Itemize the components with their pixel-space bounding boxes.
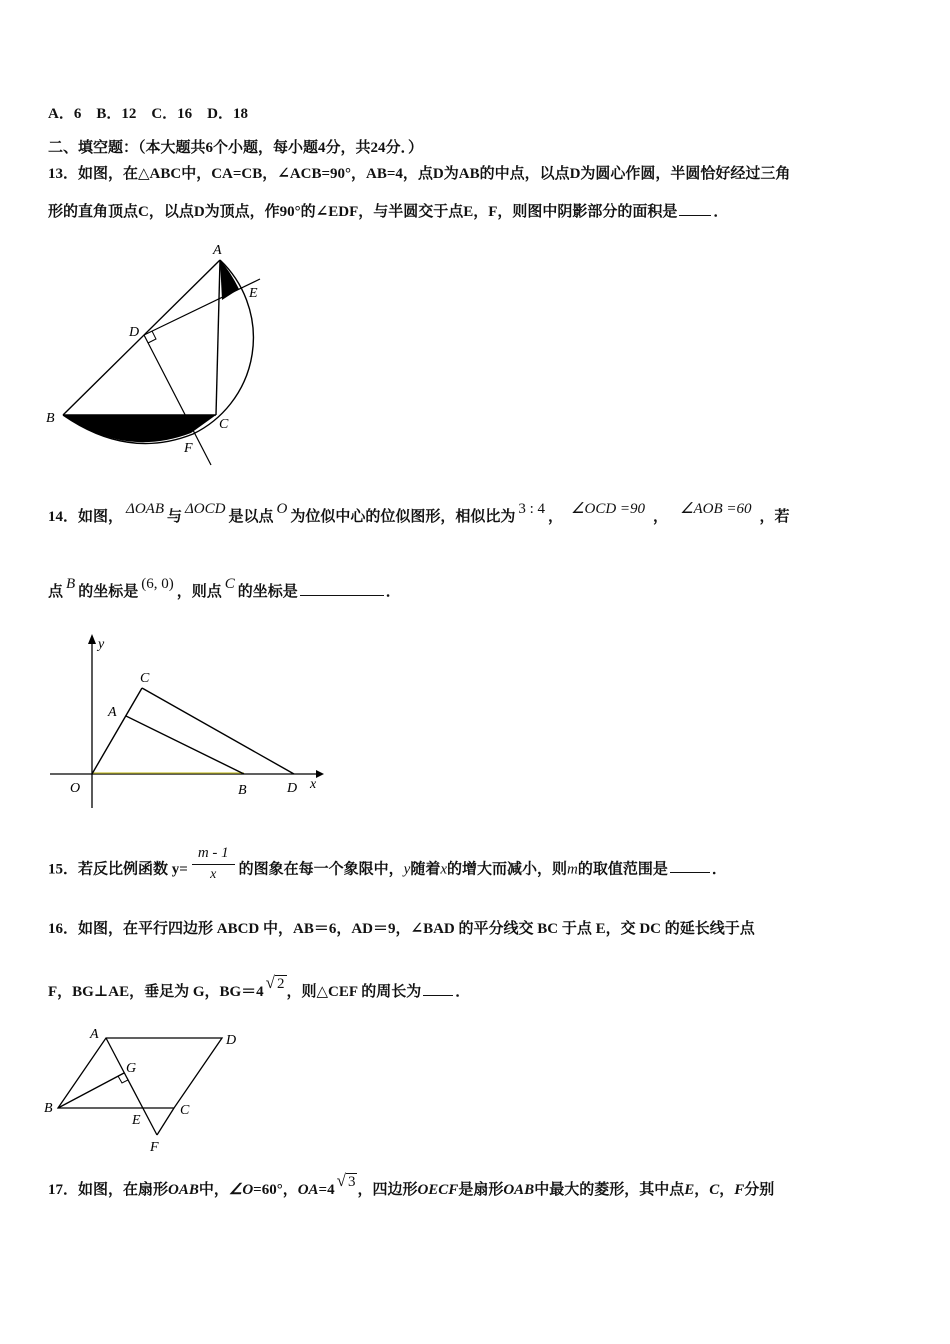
q14-label-b: B [238, 783, 247, 798]
q16-label-c: C [180, 1103, 190, 1118]
q14-math-b-coord: (6, 0) [141, 576, 174, 592]
q13-answer-blank [679, 215, 711, 216]
q17-var-oecf: OECF [417, 1182, 459, 1198]
q14-text-10: ，则点 [176, 584, 222, 600]
q15-line [48, 845, 727, 889]
q17-sqrt-value: 3 [347, 1174, 356, 1190]
q14-x-axis-arrow [316, 770, 324, 778]
q13-label-e: E [249, 286, 258, 301]
q17-var-oab: OAB [168, 1182, 199, 1198]
q13-line2 [48, 200, 728, 221]
q13-label-c: C [219, 417, 229, 432]
q17-var-c: C [709, 1182, 720, 1198]
q17-line [48, 1171, 775, 1199]
q16-line2 [48, 973, 471, 1001]
q14-math-o: O [276, 501, 288, 517]
q13-line2-end: ． [713, 204, 729, 220]
q17-text-6: 是扇形 [458, 1182, 504, 1198]
q17-text-9: ， [719, 1182, 735, 1198]
q14-line1 [48, 501, 790, 526]
q14-segment-oc [92, 688, 142, 774]
q16-label-a: A [90, 1027, 99, 1042]
q17-var-f: F [734, 1182, 745, 1198]
q16-label-b: B [44, 1101, 53, 1116]
q14-text-1: 14．如图， [48, 509, 124, 525]
q14-label-c: C [140, 671, 150, 686]
q17-text-4: =4 [318, 1182, 335, 1198]
q14-text-4: 为位似中心的位似图形，相似比为 [290, 509, 516, 525]
q16-sqrt: √ 2 [265, 973, 285, 992]
q16-parallelogram [58, 1038, 222, 1108]
q14-y-axis-arrow [88, 634, 96, 644]
q15-text-1: 15．若反比例函数 y= [48, 861, 188, 878]
q13-label-f: F [184, 441, 193, 456]
q14-math-angle-ocd: ∠OCD =90 [571, 501, 646, 517]
q16-answer-blank [423, 995, 453, 996]
q14-text-8: 点 [48, 584, 64, 600]
q13-ray-df [144, 335, 211, 465]
q13-segment-ab [63, 260, 220, 415]
q15-text-3: 随着 [410, 861, 441, 878]
q14-label-a: A [108, 705, 117, 720]
q16-text-1: F，BG⊥AE，垂足为 G，BG＝4 [48, 984, 264, 1000]
q14-text-2: 与 [166, 509, 182, 525]
q15-var-m: m [567, 861, 578, 878]
q17-text-1: 17．如图，在扇形 [48, 1182, 169, 1198]
q14-label-x: x [310, 777, 317, 792]
q15-var-x: x [440, 861, 448, 878]
q17-text-7: 中最大的菱形，其中点 [534, 1182, 685, 1198]
q14-text-6: ， [653, 509, 669, 525]
q13-label-d: D [129, 325, 140, 340]
q14-label-y: y [98, 637, 105, 652]
q12-choices: A．6 B．12 C．16 D．18 [48, 106, 249, 122]
q16-sqrt-value: 2 [277, 976, 285, 992]
q17-text-8: ， [694, 1182, 710, 1198]
q15-numerator: m - 1 [192, 845, 235, 865]
q13-figure [40, 238, 280, 468]
q17-var-e: E [684, 1182, 695, 1198]
q14-math-c: C [224, 576, 235, 592]
q16-figure [40, 1022, 260, 1157]
q14-math-ocd: ΔOCD [185, 501, 226, 517]
q15-text-4: 的增大而减小，则 [447, 861, 568, 878]
q17-text-5: ，四边形 [357, 1182, 418, 1198]
q14-segment-ab [126, 716, 244, 774]
q14-text-7: ，若 [759, 509, 790, 525]
q14-answer-blank [300, 595, 384, 596]
section-2-heading: 二、填空题：（本大题共6个小题，每小题4分，共24分．） [48, 140, 424, 156]
q14-text-12: ． [385, 584, 401, 600]
q15-text-2: 的图象在每一个象限中， [238, 861, 404, 878]
q14-text-11: 的坐标是 [237, 584, 298, 600]
q15-text-5: 的取值范围是 [577, 861, 668, 878]
q17-var-oa: OA [297, 1182, 319, 1198]
q13-label-a: A [213, 243, 222, 258]
q15-fraction [192, 845, 235, 883]
q14-math-angle-aob: ∠AOB =60 [680, 501, 752, 517]
q16-segment-bg [58, 1073, 124, 1108]
q14-math-b: B [66, 576, 76, 592]
q14-text-9: 的坐标是 [78, 584, 139, 600]
q13-label-b: B [46, 411, 55, 426]
q16-label-d: D [226, 1033, 237, 1048]
q17-sqrt: √ 3 [336, 1171, 356, 1190]
q13-segment-ac [216, 260, 220, 415]
q14-line2 [48, 576, 401, 601]
q17-text-3: =60°， [253, 1182, 298, 1198]
q14-text-3: 是以点 [228, 509, 274, 525]
q14-label-o: O [70, 781, 81, 796]
q15-text-6: ． [711, 861, 727, 878]
q17-var-oab-2: OAB [503, 1182, 535, 1198]
q14-math-ratio: 3 : 4 [518, 501, 546, 517]
q16-line1: 16．如图，在平行四边形 ABCD 中，AB＝6，AD＝9，∠BAD 的平分线交 BC 于点 E，交 DC 的延长线于点 [48, 921, 755, 937]
q14-figure [44, 628, 344, 813]
q13-line2-text: 形的直角顶点C，以点D为顶点，作90°的∠EDF，与半圆交于点E，F，则图中阴影部分的面积是 [48, 204, 678, 220]
q17-text-2: 中， [198, 1182, 229, 1198]
q13-line1: 13．如图，在△ABC中，CA=CB，∠ACB=90°，AB=4，点D为AB的中点，以点D为圆心作圆，半圆恰好经过三角 [48, 166, 791, 182]
q15-denominator: x [210, 867, 217, 882]
q17-var-angle-o: ∠O [228, 1182, 254, 1198]
q16-label-g: G [126, 1061, 137, 1076]
q17-text-10: 分别 [744, 1182, 775, 1198]
q15-var-y: y [403, 861, 411, 878]
q13-ray-de [144, 279, 260, 335]
q14-math-oab: ΔOAB [126, 501, 164, 517]
q15-answer-blank [670, 872, 710, 873]
q14-label-d: D [287, 781, 298, 796]
q14-text-5: ， [548, 509, 564, 525]
q16-text-3: ． [455, 984, 471, 1000]
q16-text-2: ，则△CEF 的周长为 [286, 984, 422, 1000]
q16-label-f: F [150, 1140, 159, 1155]
q16-segment-cf [157, 1108, 174, 1135]
q16-label-e: E [132, 1113, 141, 1128]
